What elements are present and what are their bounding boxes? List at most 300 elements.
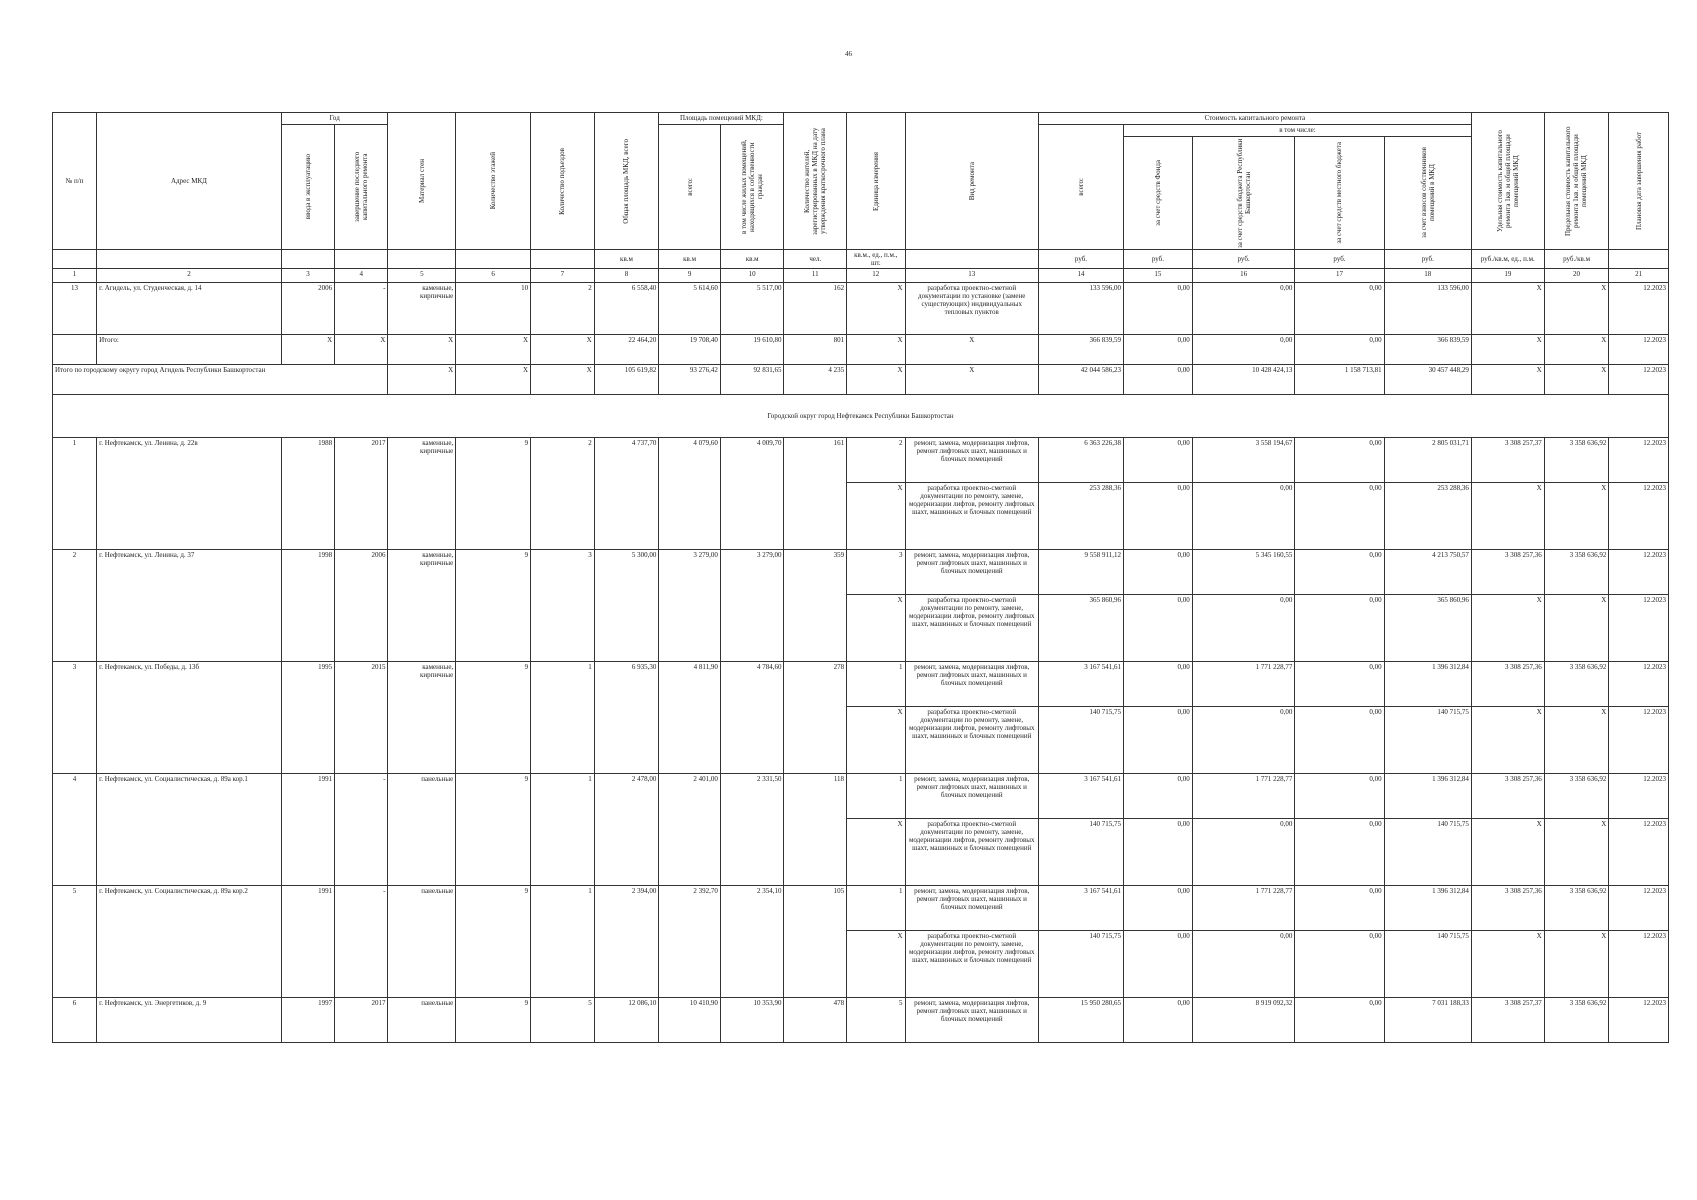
cell-entrances: 1 [531,774,595,886]
cell-c19: X [1471,483,1544,550]
cell-num: 6 [53,998,97,1043]
cell-repair-type: разработка проектно-сметной документации по ремонту, замене, модернизации лифтов, ремонту лифтовых шахт, машинных и блочных помещений [905,819,1038,886]
unit-cell-6 [456,250,531,269]
index-cell-16: 16 [1192,269,1295,283]
cell-c16: 1 771 228,77 [1192,662,1295,707]
unit-cell-19: руб./кв.м, ед., п.м. [1471,250,1544,269]
cell-c14: 253 288,36 [1038,483,1123,550]
index-cell-13: 13 [905,269,1038,283]
cell-c16: 3 558 194,67 [1192,438,1295,483]
unit-cell-20: руб./кв.м [1544,250,1609,269]
cell-area-total: 4 079,60 [659,438,721,550]
header-cost-fund: за счет средств Фонда [1153,160,1162,226]
cell-residents: 278 [784,662,847,774]
header-cost-group: Стоимость капитального ремонта [1038,113,1471,125]
cell-c17: 0,00 [1295,707,1384,774]
cell-c21: 12.2023 [1609,931,1669,998]
cell-c20: X [1544,595,1609,662]
cell-c17: 0,00 [1295,886,1384,931]
cell-area-residential: 2 331,50 [720,774,784,886]
capital-repair-table [52,112,1669,1043]
index-cell-21: 21 [1609,269,1669,283]
cell-repair-type: ремонт, замена, модернизация лифтов, ремонт лифтовых шахт, машинных и блочных помещений [905,438,1038,483]
header-limit-cost: Предельная стоимость капитального ремонта 1кв. м общей площади помещений МКД [1564,126,1589,236]
header-cost-total: всего: [1076,178,1085,196]
cell-c16: 0,00 [1192,931,1295,998]
index-cell-1: 1 [53,269,97,283]
index-cell-3: 3 [281,269,334,283]
cell-c14: 3 167 541,61 [1038,662,1123,707]
cell-c21: 12.2023 [1609,662,1669,707]
cell-year-commission: 1991 [281,774,334,886]
cell-c21: 12.2023 [1609,438,1669,483]
unit-cell-3 [281,250,334,269]
cell-c14: 140 715,75 [1038,931,1123,998]
header-num: № п/п [53,113,97,250]
cell-year-last-repair: - [335,283,388,335]
cell-c14: 365 860,96 [1038,595,1123,662]
cell-total-area: 4 737,70 [594,438,659,550]
cell-repair-type: ремонт, замена, модернизация лифтов, ремонт лифтовых шахт, машинных и блочных помещений [905,774,1038,819]
cell-area-residential: 3 279,00 [720,550,784,662]
header-wall-material: Материал стен [417,159,426,203]
cell-residents: 105 [784,886,847,998]
cell-c20: X [1544,283,1609,335]
cell-c16: 0,00 [1192,595,1295,662]
cell-c18: 140 715,75 [1384,819,1471,886]
header-cost-incl: в том числе: [1124,125,1472,137]
cell-year-commission: 1998 [281,550,334,662]
cell-area-total: 93 276,42 [659,365,721,395]
cell-year-last-repair: - [335,774,388,886]
cell-c17: 1 158 713,81 [1295,365,1384,395]
cell-entrances: 2 [531,438,595,550]
cell-c19: 3 308 257,37 [1471,438,1544,483]
cell-entrances: 3 [531,550,595,662]
index-cell-2: 2 [97,269,282,283]
cell-c15: 0,00 [1124,707,1193,774]
cell-c14: 140 715,75 [1038,707,1123,774]
cell-year-commission: 1991 [281,886,334,998]
cell-num: 13 [53,283,97,335]
header-area-total: всего: [685,178,694,196]
cell-c17: 0,00 [1295,931,1384,998]
cell-unit: X [847,931,905,998]
cell-total-area: 2 478,00 [594,774,659,886]
cell-c20: X [1544,707,1609,774]
cell-residents: 359 [784,550,847,662]
unit-cell-5 [388,250,456,269]
cell-area-residential: 19 610,80 [720,335,784,365]
cell-c18: 365 860,96 [1384,595,1471,662]
cell-area-total: 5 614,60 [659,283,721,335]
cell-area-residential: 2 354,10 [720,886,784,998]
table-row [53,550,1669,595]
index-cell-14: 14 [1038,269,1123,283]
cell-year-last-repair: X [335,335,388,365]
cell-c21: 12.2023 [1609,998,1669,1043]
cell-entrances: 5 [531,998,595,1043]
cell-total-area: 2 394,00 [594,886,659,998]
cell-area-total: 10 410,90 [659,998,721,1043]
cell-c14: 6 363 226,38 [1038,438,1123,483]
header-residents: Количество жителей, зарегистрированных в МКД на дату утверждения краткосрочного плана [803,127,828,235]
cell-c14: 366 839,59 [1038,335,1123,365]
cell-c19: 3 308 257,36 [1471,886,1544,931]
cell-c17: 0,00 [1295,483,1384,550]
cell-c14: 133 596,00 [1038,283,1123,335]
cell-c18: 2 805 031,71 [1384,438,1471,483]
header-year-last-repair: завершение последнего капитального ремонта [353,151,370,223]
cell-entrances: 1 [531,662,595,774]
cell-c16: 8 919 092,32 [1192,998,1295,1043]
cell-num: 4 [53,774,97,886]
table-row [53,438,1669,483]
cell-area-residential: 10 353,90 [720,998,784,1043]
cell-area-total: 2 401,00 [659,774,721,886]
cell-area-residential: 5 517,00 [720,283,784,335]
cell-entrances: 1 [531,886,595,998]
cell-repair-type: разработка проектно-сметной документации по ремонту, замене, модернизации лифтов, ремонту лифтовых шахт, машинных и блочных помещений [905,483,1038,550]
cell-repair-type: ремонт, замена, модернизация лифтов, ремонт лифтовых шахт, машинных и блочных помещений [905,550,1038,595]
cell-c17: 0,00 [1295,774,1384,819]
cell-c20: 3 358 636,92 [1544,662,1609,707]
cell-wall-material: X [388,335,456,365]
cell-floors: 9 [456,550,531,662]
cell-repair-type: разработка проектно-сметной документации по установке (замене существующих) индивидуальных тепловых пунктов [905,283,1038,335]
cell-repair-type: ремонт, замена, модернизация лифтов, ремонт лифтовых шахт, машинных и блочных помещений [905,662,1038,707]
cell-c16: 0,00 [1192,335,1295,365]
unit-cell-10: кв.м [720,250,784,269]
cell-c21: 12.2023 [1609,774,1669,819]
header-floors: Количество этажей [489,152,498,210]
cell-address: г. Нефтекамск, ул. Социалистическая, д. 89а кор.1 [97,774,282,886]
cell-residents: 161 [784,438,847,550]
cell-wall-material: каменные, кирпичные [388,283,456,335]
cell-c16: 0,00 [1192,283,1295,335]
cell-c16: 1 771 228,77 [1192,886,1295,931]
index-cell-8: 8 [594,269,659,283]
cell-total-area: 6 558,40 [594,283,659,335]
cell-unit: X [847,365,905,395]
cell-wall-material: панельные [388,886,456,998]
cell-wall-material: каменные, кирпичные [388,550,456,662]
cell-c15: 0,00 [1124,998,1193,1043]
cell-address: г. Нефтекамск, ул. Ленина, д. 22в [97,438,282,550]
cell-floors: 9 [456,886,531,998]
cell-c18: 7 031 188,33 [1384,998,1471,1043]
cell-c18: 133 596,00 [1384,283,1471,335]
header-cost-owners: за счет взносов собственников помещений в МКД [1419,147,1436,239]
cell-c20: 3 358 636,92 [1544,998,1609,1043]
cell-c16: 10 428 424,13 [1192,365,1295,395]
cell-c15: 0,00 [1124,438,1193,483]
unit-cell-16: руб. [1192,250,1295,269]
unit-cell-1 [53,250,97,269]
cell-c14: 3 167 541,61 [1038,774,1123,819]
header-unit: Единица измерения [871,151,880,211]
cell-c17: 0,00 [1295,438,1384,483]
cell-year-last-repair: 2017 [335,998,388,1043]
index-cell-4: 4 [335,269,388,283]
cell-c21: 12.2023 [1609,595,1669,662]
cell-c19: X [1471,283,1544,335]
cell-num: 1 [53,438,97,550]
index-cell-10: 10 [720,269,784,283]
index-cell-17: 17 [1295,269,1384,283]
cell-c19: X [1471,365,1544,395]
cell-year-commission: X [281,335,334,365]
unit-cell-18: руб. [1384,250,1471,269]
section-title: Городской округ город Нефтекамск Республики Башкортостан [53,395,1669,438]
cell-c15: 0,00 [1124,886,1193,931]
header-entrances: Количество подъездов [558,147,567,215]
cell-area-total: 3 279,00 [659,550,721,662]
cell-c19: 3 308 257,36 [1471,662,1544,707]
cell-total-area: 5 300,00 [594,550,659,662]
cell-c18: 253 288,36 [1384,483,1471,550]
cell-area-residential: 4 784,60 [720,662,784,774]
cell-c15: 0,00 [1124,483,1193,550]
cell-c21: 12.2023 [1609,365,1669,395]
cell-c21: 12.2023 [1609,819,1669,886]
unit-cell-13 [905,250,1038,269]
header-repair-type: Вид ремонта [967,161,976,201]
cell-floors: 9 [456,662,531,774]
cell-c15: 0,00 [1124,931,1193,998]
cell-address: г. Нефтекамск, ул. Ленина, д. 37 [97,550,282,662]
cell-c17: 0,00 [1295,550,1384,595]
cell-year-last-repair: 2006 [335,550,388,662]
cell-c15: 0,00 [1124,774,1193,819]
cell-c18: 1 396 312,84 [1384,774,1471,819]
unit-cell-11: чел. [784,250,847,269]
cell-num [53,335,97,365]
section-title-row [53,395,1669,438]
table-row [53,774,1669,819]
cell-address: Итого: [97,335,282,365]
cell-c18: 1 396 312,84 [1384,886,1471,931]
cell-c18: 4 213 750,57 [1384,550,1471,595]
table-row [53,998,1669,1043]
cell-c20: 3 358 636,92 [1544,438,1609,483]
cell-c14: 15 950 280,65 [1038,998,1123,1043]
cell-entrances: X [531,335,595,365]
cell-unit: X [847,819,905,886]
cell-c15: 0,00 [1124,662,1193,707]
cell-floors: 10 [456,283,531,335]
cell-wall-material: каменные, кирпичные [388,438,456,550]
unit-cell-7 [531,250,595,269]
cell-repair-type: разработка проектно-сметной документации по ремонту, замене, модернизации лифтов, ремонту лифтовых шахт, машинных и блочных помещений [905,595,1038,662]
cell-c14: 140 715,75 [1038,819,1123,886]
unit-cell-9: кв.м [659,250,721,269]
cell-repair-type: ремонт, замена, модернизация лифтов, ремонт лифтовых шахт, машинных и блочных помещений [905,886,1038,931]
cell-c21: 12.2023 [1609,550,1669,595]
cell-unit: 3 [847,550,905,595]
cell-unit: X [847,707,905,774]
cell-c20: X [1544,819,1609,886]
index-cell-18: 18 [1384,269,1471,283]
cell-total-area: 105 619,82 [594,365,659,395]
header-cost-republic: за счет средств бюджета Республики Башкортостан [1235,138,1252,248]
cell-c17: 0,00 [1295,662,1384,707]
subtotal-row [53,335,1669,365]
index-cell-11: 11 [784,269,847,283]
table-row [53,283,1669,335]
cell-c17: 0,00 [1295,819,1384,886]
cell-residents: 4 235 [784,365,847,395]
cell-unit: 5 [847,998,905,1043]
cell-c21: 12.2023 [1609,283,1669,335]
header-units-row [53,250,1669,269]
cell-c18: 140 715,75 [1384,707,1471,774]
cell-area-total: 19 708,40 [659,335,721,365]
index-cell-5: 5 [388,269,456,283]
cell-c20: X [1544,335,1609,365]
cell-c18: 366 839,59 [1384,335,1471,365]
cell-unit: 1 [847,886,905,931]
cell-c15: 0,00 [1124,335,1193,365]
cell-repair-type: ремонт, замена, модернизация лифтов, ремонт лифтовых шахт, машинных и блочных помещений [905,998,1038,1043]
cell-c19: X [1471,335,1544,365]
cell-floors: 9 [456,438,531,550]
cell-c14: 9 558 911,12 [1038,550,1123,595]
cell-c15: 0,00 [1124,595,1193,662]
cell-entrances: 2 [531,283,595,335]
cell-c15: 0,00 [1124,365,1193,395]
cell-repair-type: разработка проектно-сметной документации по ремонту, замене, модернизации лифтов, ремонту лифтовых шахт, машинных и блочных помещений [905,931,1038,998]
cell-c16: 0,00 [1192,483,1295,550]
cell-area-residential: 4 009,70 [720,438,784,550]
cell-unit: X [847,335,905,365]
cell-c14: 3 167 541,61 [1038,886,1123,931]
cell-year-last-repair: - [335,886,388,998]
cell-year-commission: 1997 [281,998,334,1043]
cell-c19: X [1471,819,1544,886]
cell-total-area: 22 464,20 [594,335,659,365]
cell-year-commission: 1995 [281,662,334,774]
page-number: 46 [845,50,852,58]
cell-year-last-repair: 2017 [335,438,388,550]
header-area-residential: в том числе жилых помещений, находящихся в собственности граждан [740,139,765,235]
cell-c18: 30 457 448,29 [1384,365,1471,395]
cell-floors: X [456,365,531,395]
header-total-area: Общая площадь МКД, всего [622,138,631,224]
header-year-group: Год [281,113,388,125]
cell-num: 5 [53,886,97,998]
cell-wall-material: панельные [388,774,456,886]
header-cost-local: за счет средств местного бюджета [1335,142,1344,244]
cell-c20: 3 358 636,92 [1544,774,1609,819]
unit-cell-14: руб. [1038,250,1123,269]
header-specific-cost: Удельная стоимость капитального ремонта 1кв. м общей площади помещений МКД [1495,130,1520,232]
cell-c18: 1 396 312,84 [1384,662,1471,707]
header-address: Адрес МКД [97,113,282,250]
cell-floors: 9 [456,998,531,1043]
cell-c16: 5 345 160,55 [1192,550,1295,595]
unit-cell-2 [97,250,282,269]
header-index-row [53,269,1669,283]
cell-c18: 140 715,75 [1384,931,1471,998]
cell-year-last-repair: 2015 [335,662,388,774]
cell-c21: 12.2023 [1609,335,1669,365]
cell-wall-material: панельные [388,998,456,1043]
cell-area-total: 4 811,90 [659,662,721,774]
cell-area-residential: 92 831,65 [720,365,784,395]
unit-cell-21 [1609,250,1669,269]
unit-cell-4 [335,250,388,269]
cell-c21: 12.2023 [1609,886,1669,931]
index-cell-12: 12 [847,269,905,283]
index-cell-19: 19 [1471,269,1544,283]
cell-wall-material: каменные, кирпичные [388,662,456,774]
cell-unit: X [847,483,905,550]
cell-repair-type: X [905,335,1038,365]
cell-total-area: 12 086,10 [594,998,659,1043]
cell-wall-material: X [388,365,456,395]
cell-address: г. Нефтекамск, ул. Победы, д. 13б [97,662,282,774]
cell-floors: 9 [456,774,531,886]
cell-c17: 0,00 [1295,335,1384,365]
cell-c21: 12.2023 [1609,707,1669,774]
cell-unit: 1 [847,774,905,819]
cell-address: г. Нефтекамск, ул. Социалистическая, д. 89а кор.2 [97,886,282,998]
cell-repair-type: X [905,365,1038,395]
header-premises-group: Площадь помещений МКД: [659,113,784,125]
index-cell-7: 7 [531,269,595,283]
cell-c15: 0,00 [1124,550,1193,595]
cell-year-commission: 2006 [281,283,334,335]
cell-year-commission: 1988 [281,438,334,550]
cell-c15: 0,00 [1124,819,1193,886]
cell-c16: 0,00 [1192,819,1295,886]
header-plan-date: Плановая дата завершения работ [1634,131,1643,231]
cell-c14: 42 044 586,23 [1038,365,1123,395]
header-year-commission: ввода в эксплуатацию [303,154,312,220]
cell-c21: 12.2023 [1609,483,1669,550]
index-cell-6: 6 [456,269,531,283]
index-cell-15: 15 [1124,269,1193,283]
unit-cell-8: кв.м [594,250,659,269]
cell-c19: 3 308 257,36 [1471,774,1544,819]
cell-residents: 118 [784,774,847,886]
cell-residents: 162 [784,283,847,335]
unit-cell-17: руб. [1295,250,1384,269]
cell-c17: 0,00 [1295,595,1384,662]
cell-num: 3 [53,662,97,774]
cell-unit: 2 [847,438,905,483]
cell-c19: X [1471,931,1544,998]
cell-total-area: 6 935,30 [594,662,659,774]
cell-repair-type: разработка проектно-сметной документации по ремонту, замене, модернизации лифтов, ремонту лифтовых шахт, машинных и блочных помещений [905,707,1038,774]
cell-c17: 0,00 [1295,283,1384,335]
district-total-row [53,365,1669,395]
cell-residents: 478 [784,998,847,1043]
cell-area-total: 2 392,70 [659,886,721,998]
cell-c19: X [1471,595,1544,662]
cell-c17: 0,00 [1295,998,1384,1043]
unit-cell-15: руб. [1124,250,1193,269]
cell-c20: 3 358 636,92 [1544,550,1609,595]
cell-floors: X [456,335,531,365]
cell-address: г. Нефтекамск, ул. Энергетиков, д. 9 [97,998,282,1043]
cell-residents: 801 [784,335,847,365]
cell-c19: 3 308 257,37 [1471,998,1544,1043]
cell-unit: X [847,595,905,662]
cell-entrances: X [531,365,595,395]
cell-c20: 3 358 636,92 [1544,886,1609,931]
